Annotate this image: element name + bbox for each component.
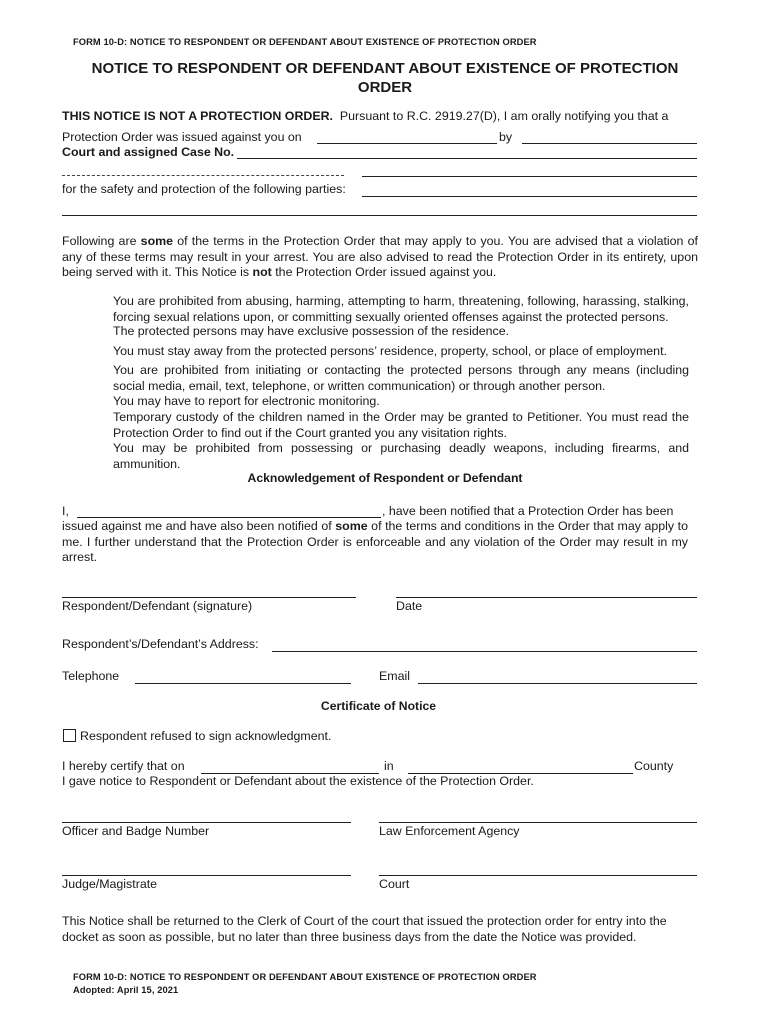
telephone-field[interactable]: [135, 683, 351, 684]
term-item: You are prohibited from abusing, harming, attempting to harm, threatening, following, harassing, stalking, forcing sexual relations upon, or committing sexually oriented offenses against the protected persons.: [113, 294, 689, 324]
refused-label: Respondent refused to sign acknowledgment.: [80, 729, 332, 743]
terms-intro-text-2: of the terms in the Protection Order that may apply to you. You are advised that a violation of any of these terms may result in your arrest. You are also advised to read the Protection Order in its entirety, upon being served with it. This Notice is: [62, 234, 698, 279]
protected-party-field-2[interactable]: [362, 176, 697, 177]
issued-date-field[interactable]: [317, 143, 497, 144]
respondent-signature-field[interactable]: [62, 597, 356, 598]
gave-notice-text: I gave notice to Respondent or Defendant about the existence of the Protection Order.: [62, 774, 534, 788]
acknowledgement-heading: Acknowledgement of Respondent or Defendant: [247, 471, 523, 485]
judge-label: Judge/Magistrate: [62, 877, 158, 891]
for-safety-label: for the safety and protection of the following parties:: [62, 182, 346, 196]
respondent-name-field[interactable]: [77, 517, 381, 518]
telephone-label: Telephone: [62, 669, 120, 683]
ack-text-2: issued against me and have also been notified of: [62, 519, 336, 533]
agency-label: Law Enforcement Agency: [379, 824, 520, 838]
terms-intro-bold-not: not: [252, 265, 272, 279]
agency-field[interactable]: [379, 822, 697, 823]
intro-statement: [62, 109, 668, 125]
issuing-judge-field[interactable]: [522, 143, 697, 144]
ack-paragraph: [62, 519, 688, 566]
ack-text-1: , have been notified that a Protection Order has been: [382, 504, 674, 518]
not-protection-order-statement: THIS NOTICE IS NOT A PROTECTION ORDER.: [62, 109, 333, 123]
certificate-heading: Certificate of Notice: [320, 699, 437, 713]
ack-text-3: of the terms and conditions in the Order that may apply to me. I further understand that the Protection Order is enforceable and any violation of the Order may result in my arrest.: [62, 519, 689, 564]
adopted-date: Adopted: April 15, 2021: [73, 985, 179, 995]
protected-party-field-1[interactable]: [62, 175, 344, 176]
officer-label: Officer and Badge Number: [62, 824, 210, 838]
term-item: The protected persons may have exclusive possession of the residence.: [113, 324, 510, 338]
issued-against-label: Protection Order was issued against you on: [62, 130, 302, 144]
refused-checkbox[interactable]: [63, 729, 76, 742]
email-field[interactable]: [418, 683, 697, 684]
ack-i-label: I,: [62, 504, 69, 518]
court-field[interactable]: [379, 875, 697, 876]
return-notice: This Notice shall be returned to the Clerk of Court of the court that issued the protection order for entry into the docket as soon as possible, but no later than three business days from the date the Notice was provided.: [62, 914, 667, 944]
address-field[interactable]: [272, 651, 697, 652]
court-case-label: Court and assigned Case No.: [62, 145, 235, 159]
court-label: Court: [379, 877, 410, 891]
term-item: Temporary custody of the children named in the Order may be granted to Petitioner. You must read the Protection Order to find out if the Court granted you any visitation rights.: [113, 410, 689, 440]
term-item: You may be prohibited from possessing or purchasing deadly weapons, including firearms, and ammunition.: [113, 441, 689, 471]
protected-party-field-4[interactable]: [62, 215, 697, 216]
term-item: You must stay away from the protected persons’ residence, property, school, or place of employment.: [113, 344, 667, 358]
terms-intro-bold-some: some: [140, 234, 174, 248]
address-label: Respondent’s/Defendant’s Address:: [62, 637, 259, 651]
form-footer-label: FORM 10-D: NOTICE TO RESPONDENT OR DEFENDANT ABOUT EXISTENCE OF PROTECTION ORDER: [73, 972, 537, 982]
certify-on-label: I hereby certify that on: [62, 759, 185, 773]
judge-field[interactable]: [62, 875, 351, 876]
form-header-label: FORM 10-D: NOTICE TO RESPONDENT OR DEFENDANT ABOUT EXISTENCE OF PROTECTION ORDER: [73, 37, 537, 47]
protected-party-field-3[interactable]: [362, 196, 697, 197]
date-label: Date: [396, 599, 423, 613]
officer-field[interactable]: [62, 822, 351, 823]
by-label: by: [499, 130, 513, 144]
county-label: County: [634, 759, 674, 773]
in-label: in: [384, 759, 394, 773]
terms-intro-text-3: the Protection Order issued against you.: [271, 265, 497, 279]
email-label: Email: [379, 669, 410, 683]
page-title-line1: NOTICE TO RESPONDENT OR DEFENDANT ABOUT EXISTENCE OF PROTECTION: [91, 60, 679, 77]
term-item: You may have to report for electronic monitoring.: [113, 394, 380, 408]
terms-intro-text-1: Following are: [62, 234, 141, 248]
signature-label: Respondent/Defendant (signature): [62, 599, 253, 613]
terms-intro-paragraph: [62, 234, 698, 281]
page-title: [40, 59, 730, 97]
intro-rest: Pursuant to R.C. 2919.27(D), I am orally notifying you that a: [339, 109, 669, 123]
term-item: You are prohibited from initiating or contacting the protected persons through any means (including social media, email, text, telephone, or written communication) or through another person.: [113, 363, 689, 393]
ack-bold-some: some: [335, 519, 368, 533]
page-title-line2: ORDER: [357, 79, 413, 96]
court-case-field[interactable]: [237, 158, 697, 159]
ack-date-field[interactable]: [396, 597, 697, 598]
